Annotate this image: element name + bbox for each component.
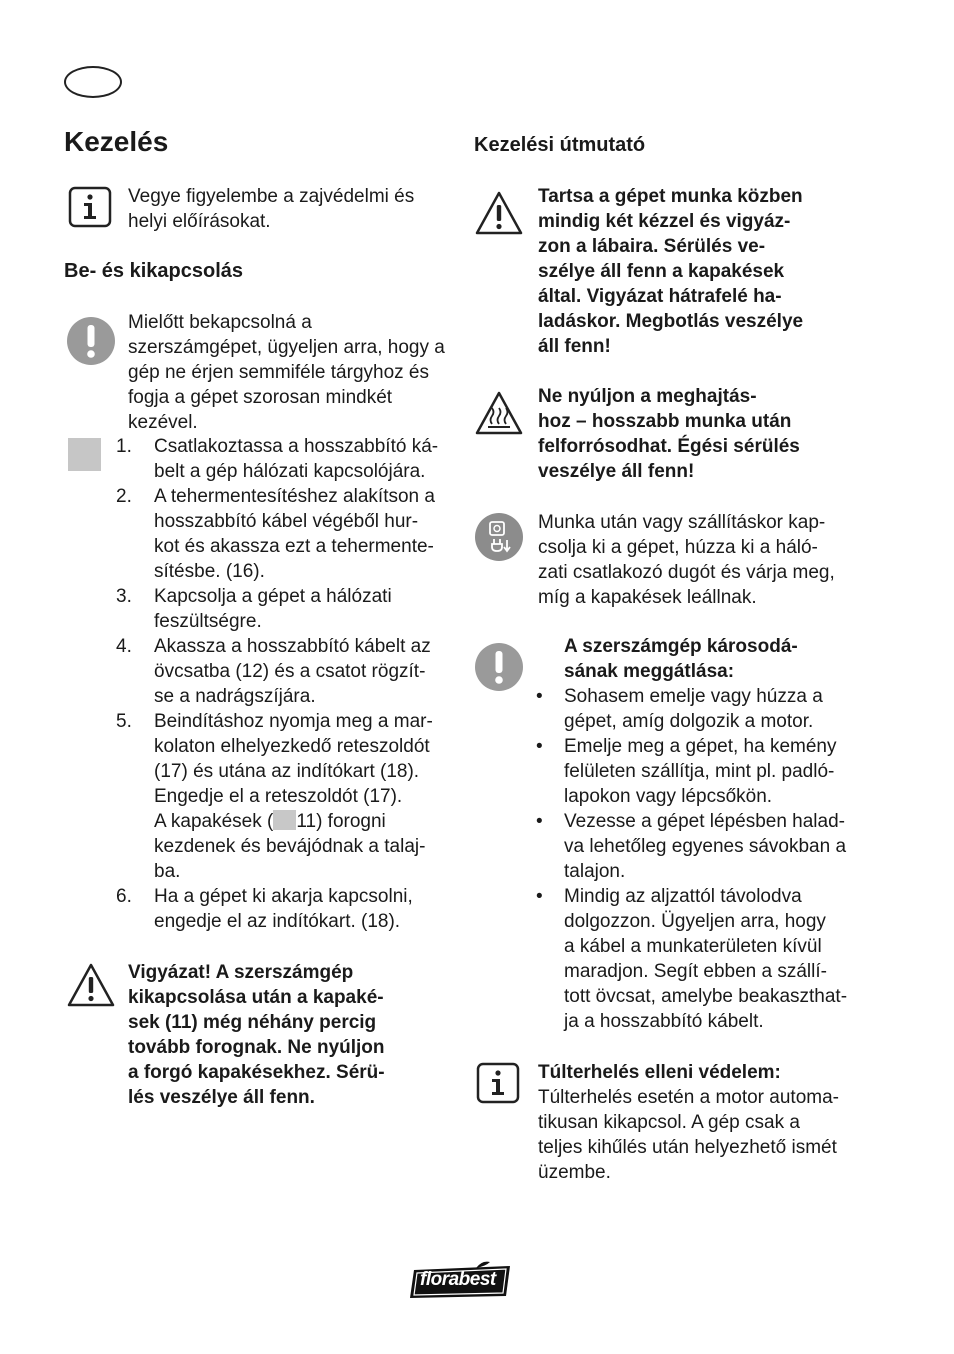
switch-heading: Be- és kikapcsolás xyxy=(64,260,243,282)
bullet-line: Mindig az aljzattól távolodva xyxy=(564,886,802,907)
overload-heading: Túlterhelés elleni védelem: xyxy=(538,1062,781,1083)
stop-caution-text xyxy=(128,960,448,1110)
caution-line: a forgó kapakésekhez. Sérü- xyxy=(128,1062,385,1083)
step-item xyxy=(116,884,456,934)
bullet-line: gépet, amíg dolgozik a motor. xyxy=(564,711,814,732)
caution-line: lés veszélye áll fenn. xyxy=(128,1087,315,1108)
warning-line: mindig két kézzel és vigyáz- xyxy=(538,211,791,232)
heading-line: sának meggátlása: xyxy=(564,661,735,682)
warning-line: ladáskor. Megbotlás veszélye xyxy=(538,311,804,332)
step-line: kot és akassza ezt a tehermente- xyxy=(154,536,434,557)
step-line: Csatlakoztassa a hosszabbító ká- xyxy=(154,436,439,457)
overload-protection xyxy=(538,1060,868,1185)
step-line: övcsatba (12) és a csatot rögzít- xyxy=(154,661,426,682)
info-icon xyxy=(68,186,112,228)
step-line: Engedje el a reteszoldót (17). xyxy=(154,786,403,807)
step-line: Beindításhoz nyomja meg a mar- xyxy=(154,711,433,732)
exclamation-icon xyxy=(474,642,524,692)
bullet: • xyxy=(536,811,543,832)
step-line: Kapcsolja a gépet a hálózati xyxy=(154,586,392,607)
logo-text: florabest xyxy=(420,1269,496,1290)
warning-triangle-icon xyxy=(474,190,524,236)
exclamation-icon xyxy=(66,316,116,366)
step-number: 3. xyxy=(116,586,132,607)
bullet-line: a kábel a munkaterületen kívül xyxy=(564,936,822,957)
step-number: 5. xyxy=(116,711,132,732)
overload-line: tikusan kikapcsol. A gép csak a xyxy=(538,1112,800,1133)
step-line: sítésbe. (16). xyxy=(154,561,265,582)
step-item xyxy=(116,484,456,584)
caution-line: kikapcsolása után a kapaké- xyxy=(128,987,384,1008)
two-hands-warning xyxy=(538,184,868,359)
figure-reference-icon xyxy=(273,810,296,830)
caution-line: tovább forognak. Ne nyúljon xyxy=(128,1037,385,1058)
bullet-line: ja a hosszabbító kábelt. xyxy=(564,1011,764,1032)
language-badge xyxy=(64,66,122,98)
before-start-warning: Mielőtt bekapcsolná a szerszámgépet, ügyeljen arra, hogy a gép ne érjen semmiféle tárgyhoz és fogja a gépet szorosan mindkét kezével. xyxy=(128,312,445,433)
step-line: feszültségre. xyxy=(154,611,262,632)
warning-line: veszélye áll fenn! xyxy=(538,461,695,482)
bullet-line: lapokon vagy lépcsőkön. xyxy=(564,786,773,807)
bullet-line: Sohasem emelje vagy húzza a xyxy=(564,686,823,707)
warning-line: által. Vigyázat hátrafelé ha- xyxy=(538,286,782,307)
warning-triangle-icon xyxy=(66,962,116,1008)
switch-on-steps xyxy=(116,434,456,934)
bullet-line: va lehetőleg egyenes sávokban a xyxy=(564,836,847,857)
bullet: • xyxy=(536,686,543,707)
instruction-line: míg a kapakések leállnak. xyxy=(538,587,757,608)
noise-regulation-note: Vegye figyelembe a zajvédelmi és helyi előírásokat. xyxy=(128,186,415,232)
bullet-line: talajon. xyxy=(564,861,626,882)
step-line: hosszabbító kábel végéből hur- xyxy=(154,511,419,532)
damage-prevention-list xyxy=(536,684,866,1034)
caution-line: Vigyázat! A szerszámgép xyxy=(128,962,354,983)
warning-line: áll fenn! xyxy=(538,336,611,357)
warning-line: felforrósodhat. Égési sérülés xyxy=(538,436,800,457)
warning-line: Ne nyúljon a meghajtás- xyxy=(538,386,757,407)
heading-line: A szerszámgép károsodá- xyxy=(564,636,798,657)
instruction-line: zati csatlakozó dugót és várja meg, xyxy=(538,562,835,583)
step-number: 1. xyxy=(116,436,132,457)
bullet-line: felületen szállítja, mint pl. padló- xyxy=(564,761,835,782)
step-line: belt a gép hálózati kapcsolójára. xyxy=(154,461,426,482)
hot-drive-warning xyxy=(538,384,868,484)
operation-guide-heading: Kezelési útmutató xyxy=(474,134,646,156)
list-item xyxy=(536,809,866,884)
bullet-line: maradjon. Segít ebben a szállí- xyxy=(564,961,827,982)
step-line: Ha a gépet ki akarja kapcsolni, xyxy=(154,886,413,907)
unplug-instruction xyxy=(538,510,868,610)
figure-reference-icon xyxy=(68,438,101,471)
step-line: kezdenek és bevájódnak a talaj- xyxy=(154,836,426,857)
damage-prevention-heading xyxy=(564,634,864,684)
step-line: engedje el az indítókart. (18). xyxy=(154,911,401,932)
instruction-line: csolja ki a gépet, húzza ki a háló- xyxy=(538,537,818,558)
step-line: kolaton elhelyezkedő reteszoldót xyxy=(154,736,430,757)
caution-line: sek (11) még néhány percig xyxy=(128,1012,377,1033)
list-item xyxy=(536,884,866,1034)
step-line: se a nadrágszíjára. xyxy=(154,686,316,707)
list-item xyxy=(536,684,866,734)
step-number: 6. xyxy=(116,886,132,907)
overload-line: Túlterhelés esetén a motor automa- xyxy=(538,1087,839,1108)
overload-line: üzembe. xyxy=(538,1162,611,1183)
list-item xyxy=(536,734,866,809)
warning-line: hoz – hosszabb munka után xyxy=(538,411,792,432)
bullet-line: Vezesse a gépet lépésben halad- xyxy=(564,811,845,832)
step-line: A tehermentesítéshez alakítson a xyxy=(154,486,435,507)
bullet-line: tott övcsat, amelybe beakaszthat- xyxy=(564,986,848,1007)
step-line: Akassza a hosszabbító kábelt az xyxy=(154,636,431,657)
step-number: 4. xyxy=(116,636,132,657)
step-line: ba. xyxy=(154,861,181,882)
step-line: (17) és utána az indítókart (18). xyxy=(154,761,420,782)
bullet: • xyxy=(536,736,543,757)
florabest-logo xyxy=(406,1260,516,1302)
warning-line: szélye áll fenn a kapakések xyxy=(538,261,785,282)
step-line: A kapakések ( xyxy=(154,811,274,832)
step-line: 11) forogni xyxy=(296,811,386,832)
warning-line: Tartsa a gépet munka közben xyxy=(538,186,803,207)
bullet: • xyxy=(536,886,543,907)
step-item xyxy=(116,584,456,634)
step-number: 2. xyxy=(116,486,132,507)
info-icon xyxy=(476,1062,520,1104)
bullet-line: dolgozzon. Ügyeljen arra, hogy xyxy=(564,911,826,932)
step-item xyxy=(116,709,456,884)
overload-line: teljes kihűlés után helyezhető ismét xyxy=(538,1137,837,1158)
step-item xyxy=(116,434,456,484)
hot-surface-icon xyxy=(474,390,524,436)
warning-line: zon a lábaira. Sérülés ve- xyxy=(538,236,766,257)
unplug-icon xyxy=(474,512,524,562)
page-title: Kezelés xyxy=(64,126,169,157)
step-item xyxy=(116,634,456,709)
instruction-line: Munka után vagy szállításkor kap- xyxy=(538,512,826,533)
bullet-line: Emelje meg a gépet, ha kemény xyxy=(564,736,837,757)
